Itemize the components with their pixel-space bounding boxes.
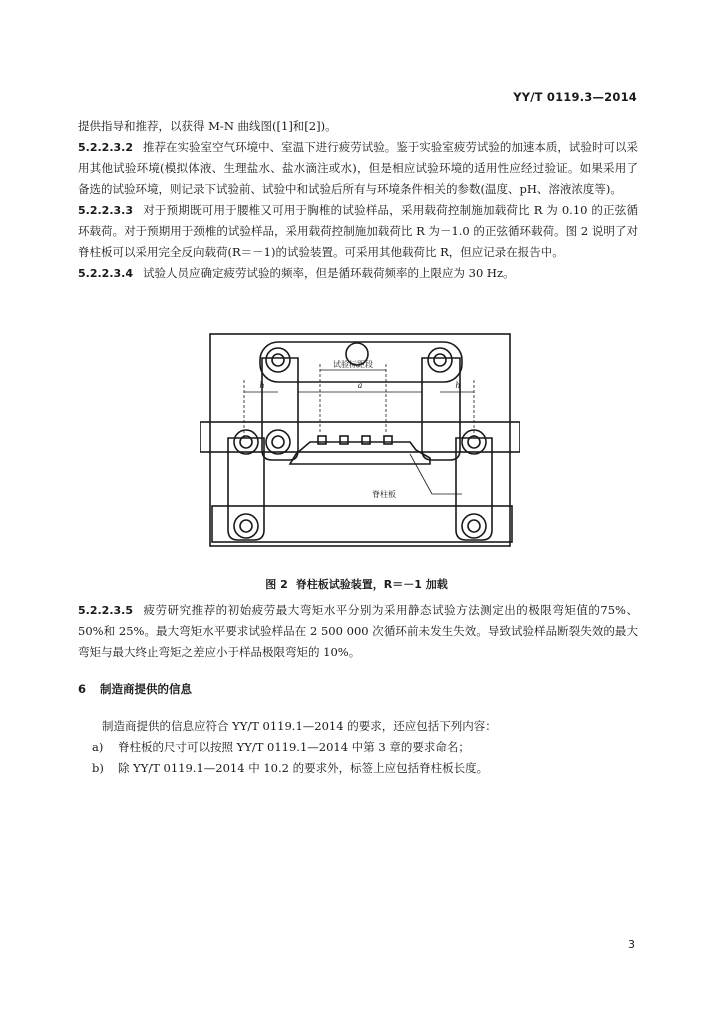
test-fixture-figure: [200, 330, 520, 550]
left-upper-arm: [262, 358, 298, 460]
clause-number: 5.2.2.3.3: [78, 204, 133, 217]
left-upper-pin-outer: [266, 348, 290, 372]
standard-code-header: YY/T 0119.3—2014: [513, 90, 637, 104]
clause-continuation: [78, 116, 638, 137]
section-number: 6: [78, 682, 87, 696]
page-number: 3: [628, 938, 635, 951]
clause-text: 对于预期既可用于腰椎又可用于胸椎的试验样品，采用载荷控制施加载荷比 R 为 0.10 的正弦循环载荷。对于预期用于颈椎的试验样品，采用载荷控制施加载荷比 R 为－1.0 的正弦循环载荷。图 2 说明了对脊柱板可以采用完全反向载荷(R＝－1)的试验装置。可采用其他载荷比 R，但应记录在报告中。: [78, 203, 638, 259]
right-upper-pin-inner: [434, 354, 446, 366]
clause-number: 5.2.2.3.2: [78, 141, 133, 154]
dimension-h-right-label: h: [455, 381, 461, 390]
clause-text: 推荐在实验室空气环境中、室温下进行疲劳试验。鉴于实验室疲劳试验的加速本质，试验时可以采用其他试验环境(模拟体液、生理盐水、盐水滴注或水)，但是相应试验环境的适用性应经过验证。如果采用了备选的试验环境，则记录下试验前、试验中和试验后所有与环境条件相关的参数(温度、pH、溶液浓度等)。: [78, 140, 638, 196]
figure-number: 图 2: [265, 578, 288, 591]
clause-number: 5.2.2.3.5: [78, 604, 133, 617]
left-mid-pin-inner: [272, 436, 284, 448]
section-title: 制造商提供的信息: [100, 682, 193, 696]
clause-text: 提供指导和推荐，以获得 M-N 曲线图([1]和[2])。: [78, 119, 337, 133]
spinal-plate-label: 脊柱板: [372, 490, 396, 499]
list-item-label: b): [92, 761, 104, 775]
gauge-label: 试验标距段: [333, 360, 373, 369]
dimension-h-left-label: h: [259, 381, 265, 390]
right-upper-pin-outer: [428, 348, 452, 372]
figure-caption: [0, 576, 713, 592]
section-6-body: [78, 716, 638, 779]
right-lower-bottom-pin-inner: [468, 520, 480, 532]
section-intro: 制造商提供的信息应符合 YY/T 0119.1—2014 的要求，还应包括下列内容：: [102, 719, 497, 733]
dimension-a-label: a: [357, 381, 363, 390]
list-item: [78, 758, 638, 779]
clause-5-2-2-3-4: [78, 263, 638, 284]
list-item-text: 脊柱板的尺寸可以按照 YY/T 0119.1—2014 中第 3 章的要求命名；: [118, 740, 470, 754]
spinal-plate: [290, 442, 430, 464]
clause-5-2-2-3-5: [78, 600, 638, 663]
clause-5-2-2-3-2: [78, 137, 638, 200]
left-lower-bottom-pin-inner: [240, 520, 252, 532]
list-item: [78, 737, 638, 758]
left-upper-pin-inner: [272, 354, 284, 366]
clause-5-2-2-3-3: [78, 200, 638, 263]
right-upper-arm: [422, 358, 460, 460]
section-6-heading: [78, 681, 192, 697]
right-lower-bottom-pin-outer: [462, 514, 486, 538]
figure-title: 脊柱板试验装置，R＝－1 加载: [295, 578, 448, 591]
clause-text: 试验人员应确定疲劳试验的频率，但是循环载荷频率的上限应为 30 Hz。: [142, 266, 515, 280]
list-item-text: 除 YY/T 0119.1—2014 中 10.2 的要求外，标签上应包括脊柱板长度。: [118, 761, 489, 775]
clause-text: 疲劳研究推荐的初始疲劳最大弯矩水平分别为采用静态试验方法测定出的极限弯矩值的75%、50%和 25%。最大弯矩水平要求试验样品在 2 500 000 次循环前未发生失效。导致试验样品断裂失效的最大弯矩与最大终止弯矩之差应小于样品极限弯矩的 10%。: [78, 603, 638, 659]
right-lower-top-pin-outer: [462, 430, 486, 454]
list-item-label: a): [92, 740, 104, 754]
clauses-block: [78, 116, 638, 284]
left-lower-top-pin-outer: [234, 430, 258, 454]
clause-number: 5.2.2.3.4: [78, 267, 133, 280]
left-mid-pin-outer: [266, 430, 290, 454]
left-lower-bottom-pin-outer: [234, 514, 258, 538]
